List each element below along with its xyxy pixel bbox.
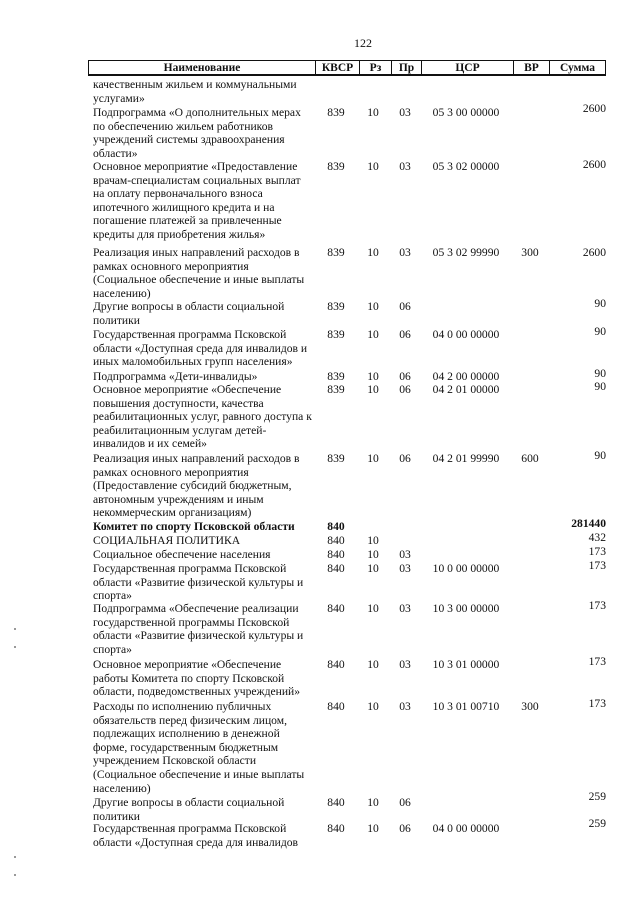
row-csr: 10 3 01 00000 bbox=[432, 658, 500, 671]
row-kvsr: 839 bbox=[327, 106, 345, 119]
row-csr: 04 0 00 00000 bbox=[432, 328, 500, 341]
row-name: Государственная программа Псковской области «Доступная среда для инвалидов bbox=[93, 822, 299, 849]
row-kvsr: 840 bbox=[327, 700, 345, 713]
row-rz: 10 bbox=[367, 548, 379, 561]
row-rz: 10 bbox=[367, 700, 379, 713]
row-name: Подпрограмма «Обеспечение реализации государственной программы Псковской области «Развитие физической культуры и спорта» bbox=[93, 602, 304, 656]
row-name: Государственная программа Псковской области «Доступная среда для инвалидов и иных маломобильных групп населения» bbox=[93, 328, 308, 369]
row-kvsr: 840 bbox=[327, 658, 345, 671]
row-name: Расходы по исполнению публичных обязательств перед физическим лицом, подлежащих исполнению в денежной форме, государственным бюджетным учреждением Псковской области (Социальное обеспечение и иные выплаты населению) bbox=[93, 700, 305, 795]
scan-dot bbox=[14, 856, 16, 858]
row-sum: 173 bbox=[588, 697, 606, 710]
row-kvsr: 840 bbox=[327, 534, 345, 547]
row-pr: 03 bbox=[399, 700, 411, 713]
row-pr: 06 bbox=[399, 370, 411, 383]
row-name: качественным жильем и коммунальными услугами» bbox=[93, 78, 297, 105]
row-csr: 10 0 00 00000 bbox=[432, 562, 500, 575]
row-pr: 03 bbox=[399, 246, 411, 259]
scan-dot bbox=[14, 628, 16, 630]
row-sum: 90 bbox=[594, 367, 606, 380]
row-name: Другие вопросы в области социальной политики bbox=[93, 300, 285, 327]
row-sum: 90 bbox=[594, 325, 606, 338]
row-rz: 10 bbox=[367, 160, 379, 173]
row-sum: 173 bbox=[588, 655, 606, 668]
row-rz: 10 bbox=[367, 452, 379, 465]
row-kvsr: 839 bbox=[327, 328, 345, 341]
row-vr: 300 bbox=[521, 246, 539, 259]
header-vr: ВР bbox=[513, 61, 549, 75]
row-csr: 05 3 02 99990 bbox=[432, 246, 500, 259]
row-rz: 10 bbox=[367, 383, 379, 396]
row-name: Основное мероприятие «Обеспечение работы Комитета по спорту Псковской области, подведомственных учреждений» bbox=[93, 658, 301, 699]
row-rz: 10 bbox=[367, 822, 379, 835]
row-pr: 03 bbox=[399, 658, 411, 671]
row-kvsr: 840 bbox=[327, 562, 345, 575]
row-name: Социальное обеспечение населения bbox=[93, 548, 271, 561]
header-kvsr: КВСР bbox=[315, 61, 359, 75]
page-number: 122 bbox=[354, 36, 372, 50]
header-sum: Сумма bbox=[549, 61, 605, 75]
row-sum: 259 bbox=[588, 817, 606, 830]
row-rz: 10 bbox=[367, 370, 379, 383]
row-rz: 10 bbox=[367, 602, 379, 615]
row-name: Подпрограмма «Дети-инвалиды» bbox=[93, 370, 258, 383]
header-rz: Рз bbox=[359, 61, 391, 75]
row-vr: 600 bbox=[521, 452, 539, 465]
row-kvsr: 839 bbox=[327, 246, 345, 259]
row-pr: 03 bbox=[399, 160, 411, 173]
row-kvsr: 839 bbox=[327, 383, 345, 396]
row-csr: 04 2 01 00000 bbox=[432, 383, 500, 396]
row-name: Государственная программа Псковской области «Развитие физической культуры и спорта» bbox=[93, 562, 304, 603]
row-kvsr: 839 bbox=[327, 160, 345, 173]
row-pr: 03 bbox=[399, 602, 411, 615]
row-sum: 173 bbox=[588, 559, 606, 572]
row-pr: 06 bbox=[399, 383, 411, 396]
row-name: Основное мероприятие «Обеспечение повышения доступности, качества реабилитационных услуг, равного доступа к реабилитационным услугам детей-инвалидов и их семей» bbox=[93, 383, 312, 451]
row-name: Подпрограмма «О дополнительных мерах по обеспечению жильем работников учреждений системы здравоохранения области» bbox=[93, 106, 301, 160]
row-name: Другие вопросы в области социальной политики bbox=[93, 796, 285, 823]
row-csr: 10 3 01 00710 bbox=[432, 700, 500, 713]
row-csr: 04 0 00 00000 bbox=[432, 822, 500, 835]
row-kvsr: 839 bbox=[327, 452, 345, 465]
row-rz: 10 bbox=[367, 658, 379, 671]
row-name: Основное мероприятие «Предоставление врачам-специалистам социальных выплат на оплату первоначального взноса ипотечного жилищного кредита и на погашение платежей за привлеченные кредиты для приобретения жилья» bbox=[93, 160, 301, 241]
row-csr: 04 2 01 99990 bbox=[432, 452, 500, 465]
row-sum: 90 bbox=[594, 449, 606, 462]
row-sum: 90 bbox=[594, 380, 606, 393]
scan-dot bbox=[14, 646, 16, 648]
row-sum: 2600 bbox=[582, 158, 606, 171]
row-csr: 10 3 00 00000 bbox=[432, 602, 500, 615]
row-csr: 05 3 00 00000 bbox=[432, 106, 500, 119]
scan-margin-artifact bbox=[14, 0, 16, 905]
row-sum: 281440 bbox=[571, 517, 606, 530]
row-sum: 173 bbox=[588, 545, 606, 558]
row-name: Комитет по спорту Псковской области bbox=[93, 520, 295, 533]
header-name: Наименование bbox=[163, 62, 241, 74]
row-kvsr: 839 bbox=[327, 370, 345, 383]
header-csr: ЦСР bbox=[421, 61, 513, 75]
row-pr: 06 bbox=[399, 300, 411, 313]
row-rz: 10 bbox=[367, 562, 379, 575]
row-pr: 03 bbox=[399, 548, 411, 561]
scan-dot bbox=[14, 874, 16, 876]
row-kvsr: 840 bbox=[327, 548, 345, 561]
row-pr: 06 bbox=[399, 328, 411, 341]
row-vr: 300 bbox=[521, 700, 539, 713]
row-name: Реализация иных направлений расходов в рамках основного мероприятия (Предоставление субсидий бюджетным, автономным учреждениям и иным некоммерческим организациям) bbox=[93, 452, 300, 520]
row-rz: 10 bbox=[367, 796, 379, 809]
row-rz: 10 bbox=[367, 300, 379, 313]
row-sum: 90 bbox=[594, 297, 606, 310]
row-rz: 10 bbox=[367, 534, 379, 547]
row-kvsr: 839 bbox=[327, 300, 345, 313]
header-pr: Пр bbox=[391, 61, 421, 75]
row-rz: 10 bbox=[367, 246, 379, 259]
row-sum: 259 bbox=[588, 790, 606, 803]
row-pr: 03 bbox=[399, 106, 411, 119]
row-kvsr: 840 bbox=[327, 822, 345, 835]
row-sum: 2600 bbox=[582, 246, 606, 259]
row-name: Реализация иных направлений расходов в рамках основного мероприятия (Социальное обеспечение и иные выплаты населению) bbox=[93, 246, 305, 300]
table-header bbox=[88, 60, 606, 76]
row-pr: 06 bbox=[399, 822, 411, 835]
row-rz: 10 bbox=[367, 328, 379, 341]
row-csr: 04 2 00 00000 bbox=[432, 370, 500, 383]
row-kvsr: 840 bbox=[327, 520, 345, 533]
row-csr: 05 3 02 00000 bbox=[432, 160, 500, 173]
row-rz: 10 bbox=[367, 106, 379, 119]
row-sum: 432 bbox=[588, 531, 606, 544]
row-pr: 03 bbox=[399, 562, 411, 575]
row-pr: 06 bbox=[399, 452, 411, 465]
row-kvsr: 840 bbox=[327, 796, 345, 809]
row-pr: 06 bbox=[399, 796, 411, 809]
row-kvsr: 840 bbox=[327, 602, 345, 615]
row-sum: 2600 bbox=[582, 102, 606, 115]
row-name: СОЦИАЛЬНАЯ ПОЛИТИКА bbox=[93, 534, 241, 547]
row-sum: 173 bbox=[588, 599, 606, 612]
